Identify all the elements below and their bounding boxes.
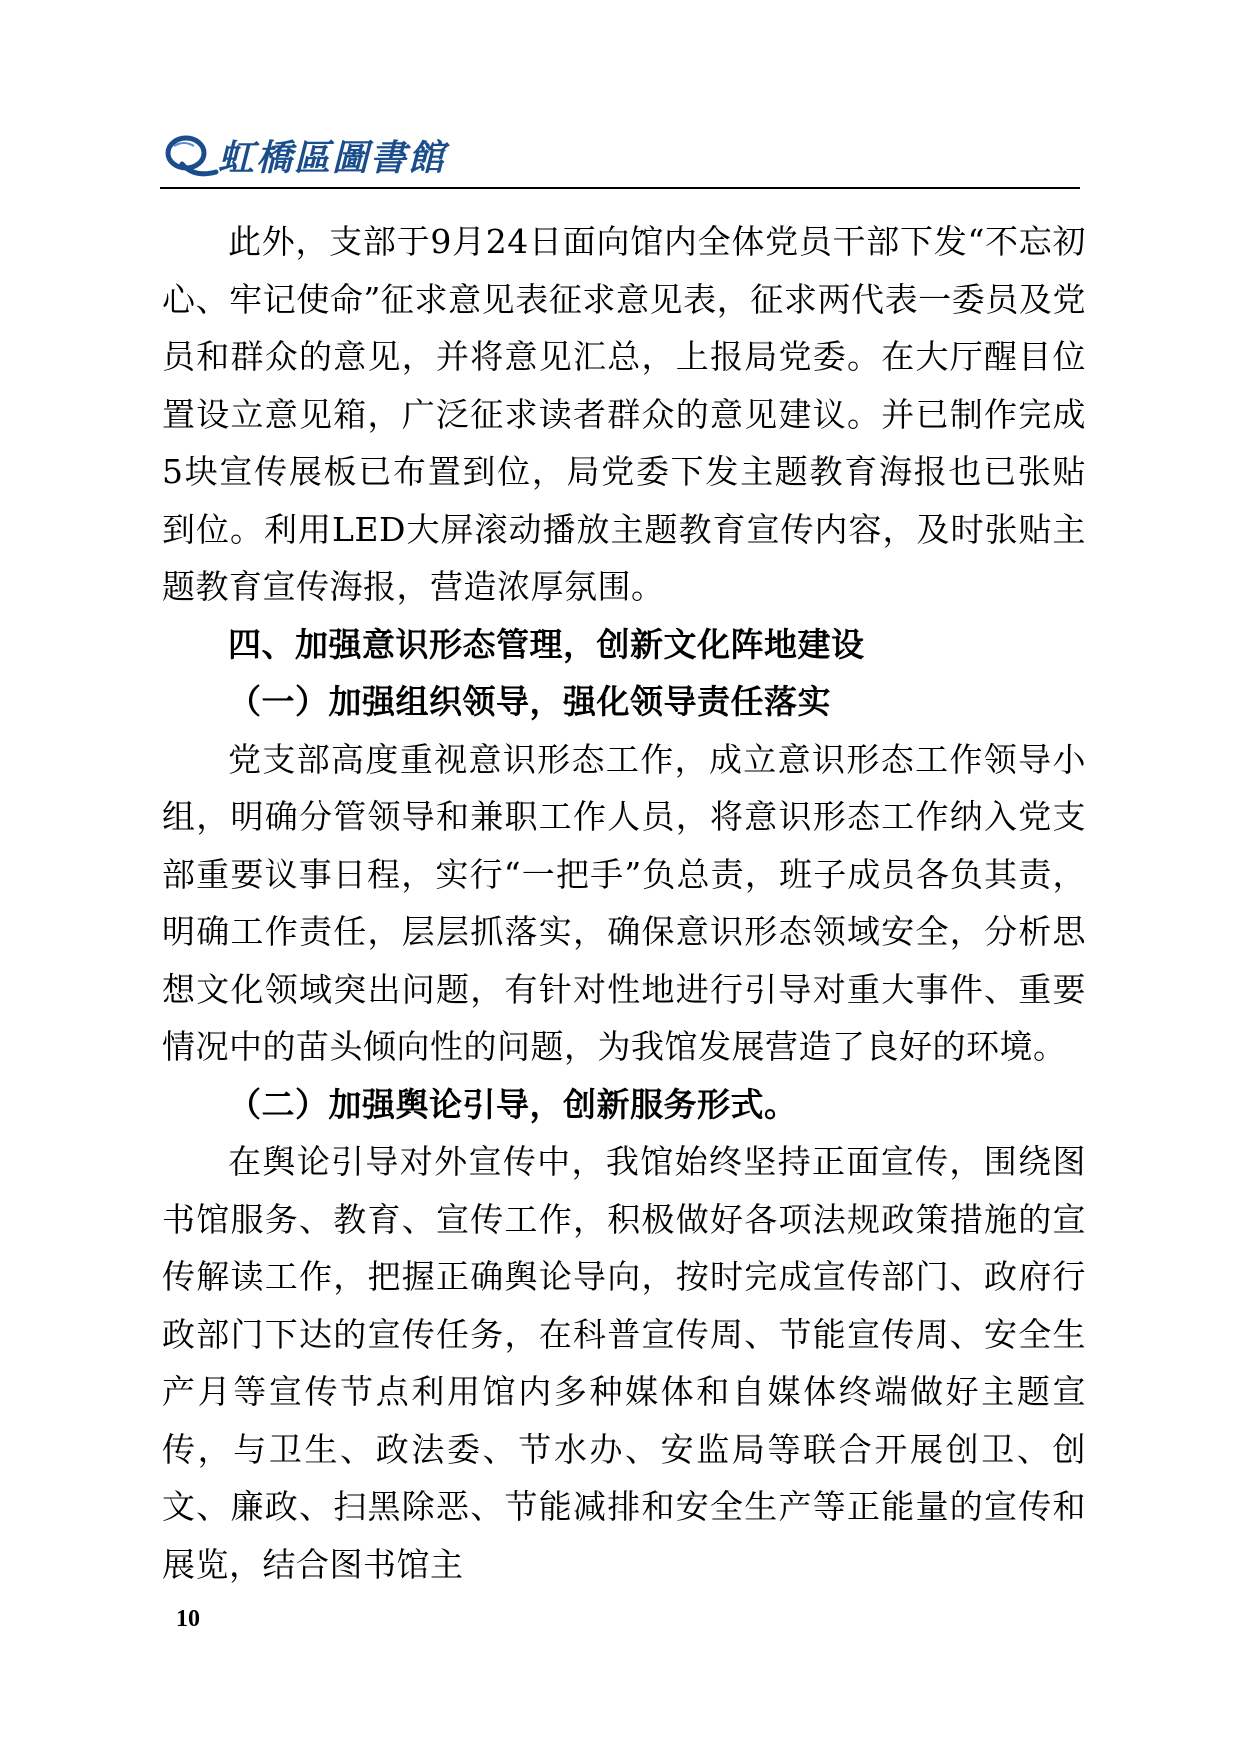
paragraph-public-opinion: 在舆论引导对外宣传中，我馆始终坚持正面宣传，围绕图书馆服务、教育、宣传工作，积极做好各项法规政策措施的宣传解读工作，把握正确舆论导向，按时完成宣传部门、政府行政部门下达的宣传任务，在科普宣传周、节能宣传周、安全生产月等宣传节点利用馆内多种媒体和自媒体终端做好主题宣传，与卫生、政法委、节水办、安监局等联合开展创卫、创文、廉政、扫黑除恶、节能减排和安全生产等正能量的宣传和展览，结合图书馆主 xyxy=(162,1142,1086,1584)
document-body xyxy=(162,213,1086,1593)
header-divider xyxy=(160,187,1080,189)
subsection-heading-1: （一）加强组织领导，强化领导责任落实 xyxy=(228,682,831,721)
page-header xyxy=(160,126,1080,186)
paragraph-leadership: 党支部高度重视意识形态工作，成立意识形态工作领导小组，明确分管领导和兼职工作人员，将意识形态工作纳入党支部重要议事日程，实行“一把手”负总责，班子成员各负其责，明确工作责任，层层抓落实，确保意识形态领域安全，分析思想文化领域突出问题，有针对性地进行引导对重大事件、重要情况中的苗头倾向性的问题，为我馆发展营造了良好的环境。 xyxy=(162,739,1086,1066)
library-name: 虹橋區圖書館 xyxy=(218,137,447,179)
library-q-logo-icon xyxy=(160,126,220,186)
section-heading-4: 四、加强意识形态管理，创新文化阵地建设 xyxy=(228,624,865,664)
page-number: 10 xyxy=(176,1606,200,1632)
paragraph-feedback: 此外，支部于9月24日面向馆内全体党员干部下发“不忘初心、牢记使命”征求意见表征求意见表，征求两代表一委员及党员和群众的意见，并将意见汇总，上报局党委。在大厅醒目位置设立意见箱，广泛征求读者群众的意见建议。并已制作完成5块宣传展板已布置到位，局党委下发主题教育海报也已张贴到位。利用LED大屏滚动播放主题教育宣传内容，及时张贴主题教育宣传海报，营造浓厚氛围。 xyxy=(162,222,1086,606)
subsection-heading-2: （二）加强舆论引导，创新服务形式。 xyxy=(228,1084,798,1124)
